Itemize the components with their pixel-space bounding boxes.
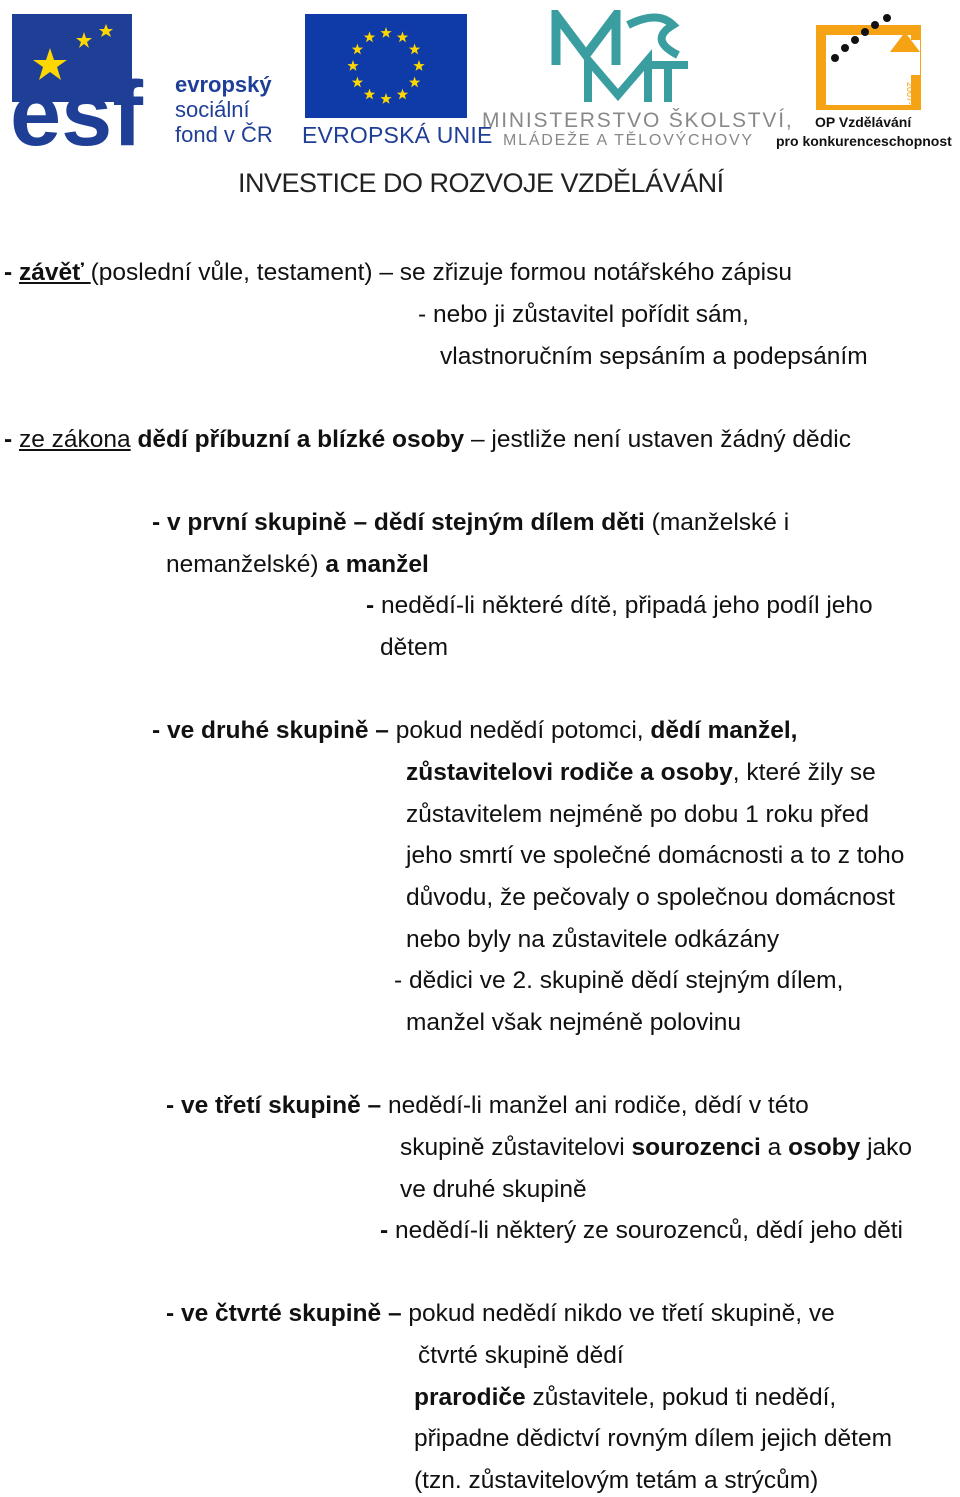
text-line [414, 1383, 836, 1413]
text-line [418, 1341, 624, 1371]
text-segment: jako [860, 1134, 913, 1161]
text-segment: ze zákona [18, 426, 131, 453]
esf-emblem-icon [8, 10, 173, 152]
text-segment: nedědí-li některé dítě, připadá jeho podíl jeho [380, 592, 873, 619]
text-segment: pokud nedědí potomci, [388, 717, 651, 744]
text-line [152, 508, 789, 538]
eu-flag-icon [305, 14, 467, 118]
text-segment: pokud nedědí nikdo ve třetí skupině, ve [401, 1300, 835, 1327]
svg-text:esf: esf [10, 63, 143, 152]
text-segment: zůstavitele, pokud ti nedědí, [525, 1384, 837, 1411]
text-line [366, 591, 873, 621]
text-segment: čtvrté skupině dědí [418, 1342, 624, 1369]
op-line-2: pro konkurenceschopnost [776, 133, 952, 149]
text-segment: nedědí-li některý ze sourozenců, dědí jeho děti [394, 1217, 903, 1244]
text-segment: - ve druhé skupině – [152, 717, 389, 744]
text-line [380, 1216, 903, 1246]
banner-title: INVESTICE DO ROZVOJE VZDĚLÁVÁNÍ [238, 168, 724, 198]
text-segment: dědí příbuzní a blízké osoby [130, 426, 465, 453]
text-line [418, 300, 749, 330]
eu-flag [305, 14, 467, 123]
eu-caption: EVROPSKÁ UNIE [302, 122, 493, 148]
text-segment: dědí manžel, [650, 717, 798, 744]
text-segment: sourozenci [631, 1134, 761, 1161]
text-segment: (poslední vůle, testament) – se zřizuje formou notářského zápisu [90, 259, 792, 286]
text-segment: manžel však nejméně polovinu [406, 1009, 742, 1036]
text-line [166, 1299, 835, 1329]
text-segment: , které žily se [732, 759, 876, 786]
text-line [406, 1008, 741, 1038]
text-segment: vlastnoručním sepsáním a podepsáním [440, 343, 868, 370]
text-segment: – jestliže není ustaven žádný dědic [464, 426, 851, 453]
text-line [4, 425, 851, 455]
text-segment: - [366, 592, 381, 619]
text-line [380, 633, 448, 663]
text-segment: - dědici ve 2. skupině dědí stejným dílem, [394, 967, 844, 994]
text-segment: důvodu, že pečovaly o společnou domácnost [406, 884, 895, 911]
text-segment: - [4, 259, 19, 286]
text-line [406, 841, 904, 871]
text-segment: - nebo ji zůstavitel pořídit sám, [418, 301, 749, 328]
text-segment: skupině zůstavitelovi [400, 1134, 632, 1161]
op-line-1: OP Vzdělávání [815, 114, 912, 130]
text-segment: - ve čtvrté skupině – [166, 1300, 402, 1327]
text-line [414, 1424, 892, 1454]
text-segment: zůstavitelem nejméně po dobu 1 roku před [406, 801, 870, 828]
text-segment: závěť [18, 259, 91, 286]
text-segment: zůstavitelovi rodiče a osoby [406, 759, 733, 786]
text-segment: (manželské i [644, 509, 790, 536]
esf-line-1: evropský [175, 72, 272, 97]
text-line [440, 342, 868, 372]
text-segment: nebo byly na zůstavitele odkázány [406, 926, 780, 953]
text-line [400, 1175, 587, 1205]
text-segment: připadne dědictví rovným dílem jejich dětem [414, 1425, 892, 1452]
text-segment: a [760, 1134, 789, 1161]
op-logo [815, 10, 925, 115]
text-segment: nedědí-li manžel ani rodiče, dědí v této [381, 1092, 809, 1119]
msmt-logo [548, 10, 698, 115]
msmt-line-1: MINISTERSTVO ŠKOLSTVÍ, [482, 109, 794, 132]
text-line [152, 716, 797, 746]
text-line [400, 1133, 912, 1163]
op-emblem-icon [815, 10, 925, 110]
text-segment: - ve třetí skupině – [166, 1092, 382, 1119]
msmt-emblem-icon [548, 10, 698, 110]
text-line [394, 966, 843, 996]
esf-line-2: sociální [175, 97, 250, 122]
esf-line-3: fond v ČR [175, 122, 273, 147]
text-segment: nemanželské) [166, 551, 326, 578]
msmt-line-2: MLÁDEŽE A TĚLOVÝCHOVY [503, 132, 754, 149]
esf-caption [175, 72, 273, 147]
text-segment: ve druhé skupině [400, 1176, 587, 1203]
text-segment: a manžel [325, 551, 429, 578]
text-line [4, 258, 792, 288]
text-line [166, 550, 429, 580]
text-line [406, 883, 895, 913]
text-line [166, 1091, 809, 1121]
text-segment: jeho smrtí ve společné domácnosti a to z toho [406, 842, 905, 869]
text-segment: - [380, 1217, 395, 1244]
text-segment: dětem [380, 634, 449, 661]
text-segment: - v první skupině – dědí stejným dílem děti [152, 509, 645, 536]
text-segment: osoby [788, 1134, 861, 1161]
text-line [406, 800, 869, 830]
text-segment: - [4, 426, 19, 453]
text-segment: prarodiče [414, 1384, 526, 1411]
text-segment: (tzn. zůstavitelovým tetám a strýcům) [414, 1467, 819, 1494]
op-years: 2007-13 [905, 82, 915, 110]
text-line [414, 1466, 818, 1496]
text-line [406, 758, 876, 788]
text-line [406, 925, 779, 955]
